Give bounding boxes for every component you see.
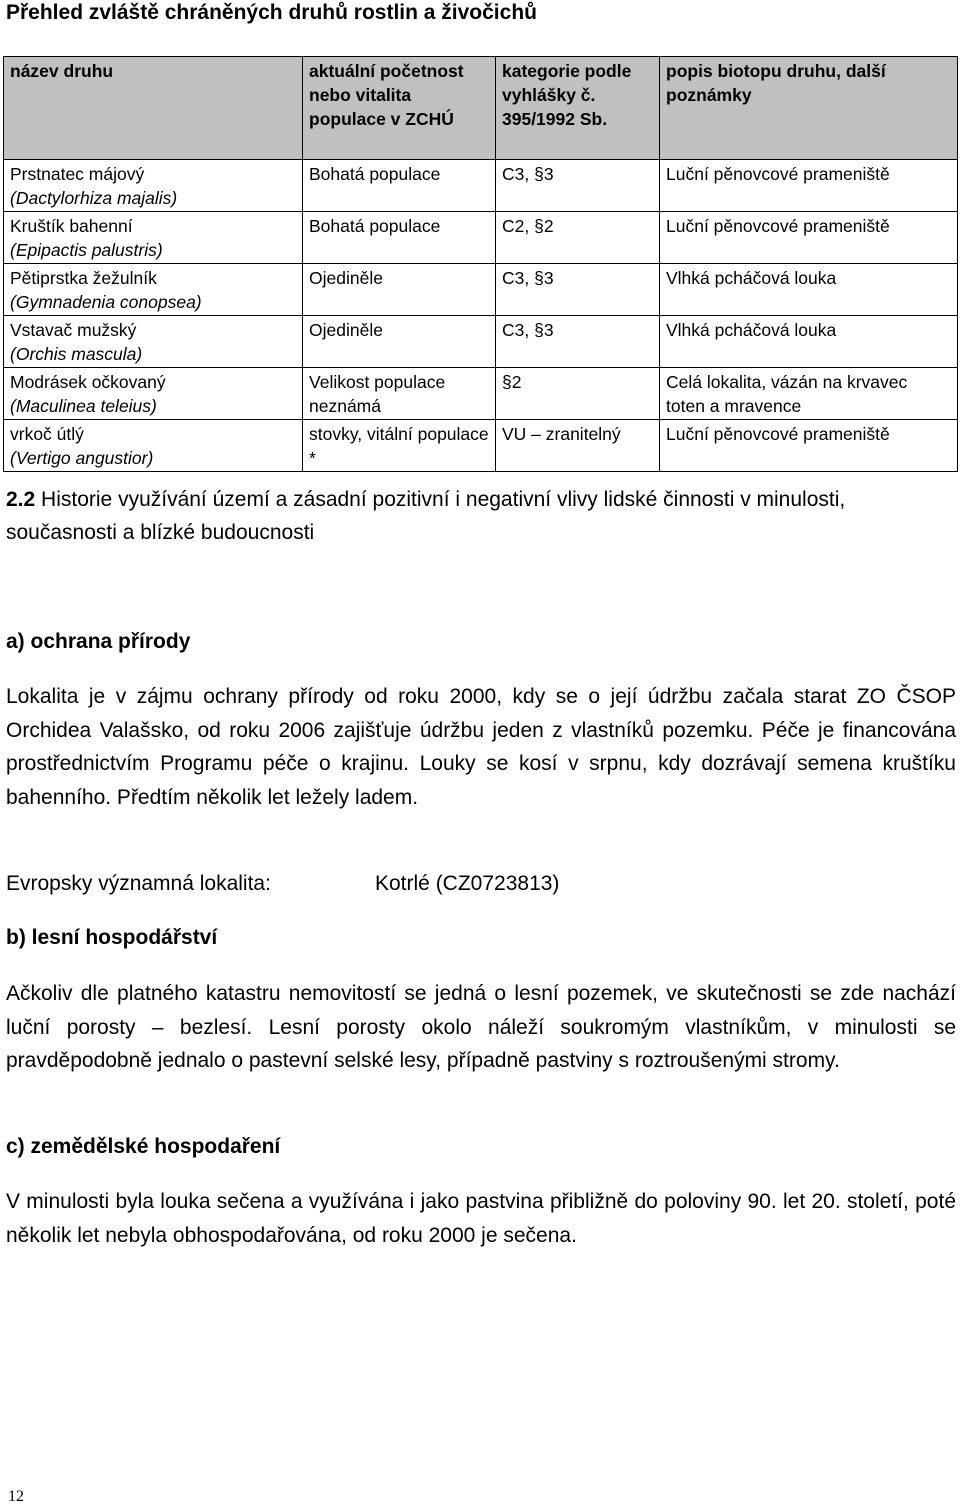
table-row (4, 420, 958, 472)
category-cell: §2 (496, 368, 660, 420)
subsection-heading-nature: a) ochrana přírody (6, 630, 191, 653)
species-name-cell (4, 212, 303, 264)
page-title: Přehled zvláště chráněných druhů rostlin a živočichů (6, 1, 537, 24)
notes-cell: Vlhká pcháčová louka (660, 316, 958, 368)
species-name-cell (4, 264, 303, 316)
category-cell: VU – zranitelný (496, 420, 660, 472)
category-cell: C3, §3 (496, 316, 660, 368)
category-cell: C3, §3 (496, 160, 660, 212)
population-cell: stovky, vitální populace * (303, 420, 496, 472)
population-cell: Ojediněle (303, 316, 496, 368)
table-row (4, 212, 958, 264)
header-population: aktuální početnost nebo vitalita populace v ZCHÚ (303, 57, 496, 160)
evl-value: Kotrlé (CZ0723813) (375, 872, 560, 895)
population-cell: Ojediněle (303, 264, 496, 316)
species-latin-name: (Orchis mascula) (10, 344, 143, 364)
population-cell: Velikost populace neznámá (303, 368, 496, 420)
category-cell: C2, §2 (496, 212, 660, 264)
species-czech-name: vrkoč útlý (10, 424, 84, 444)
species-name-cell (4, 160, 303, 212)
evl-label: Evropsky významná lokalita: (6, 872, 271, 895)
table-row (4, 160, 958, 212)
notes-cell: Luční pěnovcové prameniště (660, 420, 958, 472)
header-category: kategorie podle vyhlášky č. 395/1992 Sb. (496, 57, 660, 160)
population-cell: Bohatá populace (303, 212, 496, 264)
table-header-row (4, 57, 958, 160)
paragraph-agriculture: V minulosti byla louka sečena a využívána i jako pastvina přibližně do poloviny 90. let 20. století, poté několik let nebyla obhospodařována, od roku 2000 je sečena. (6, 1190, 956, 1247)
header-notes: popis biotopu druhu, další poznámky (660, 57, 958, 160)
species-latin-name: (Vertigo angustior) (10, 448, 154, 468)
species-czech-name: Prstnatec májový (10, 164, 145, 184)
header-name: název druhu (4, 57, 303, 160)
paragraph-forestry: Ačkoliv dle platného katastru nemovitostí se jedná o lesní pozemek, ve skutečnosti se zde nachází luční porosty – bezlesí. Lesní porosty okolo náleží soukromým vlastníkům, v minulosti se pravděpodobně jednalo o pastevní selské lesy, případně pastviny s roztroušenými stromy. (6, 982, 956, 1072)
notes-cell: Luční pěnovcové prameniště (660, 212, 958, 264)
species-name-cell (4, 368, 303, 420)
species-czech-name: Pětiprstka žežulník (10, 268, 157, 288)
species-latin-name: (Dactylorhiza majalis) (10, 188, 178, 208)
section-title: Historie využívání území a zásadní pozitivní i negativní vlivy lidské činnosti v minulosti, současnosti a blízké budoucnosti (6, 488, 846, 544)
notes-cell: Luční pěnovcové prameniště (660, 160, 958, 212)
subsection-heading-agriculture: c) zemědělské hospodaření (6, 1135, 281, 1158)
species-latin-name: (Gymnadenia conopsea) (10, 292, 202, 312)
section-heading (6, 483, 956, 549)
species-czech-name: Kruštík bahenní (10, 216, 133, 236)
notes-cell: Celá lokalita, vázán na krvavec toten a mravence (660, 368, 958, 420)
section-number: 2.2 (6, 488, 36, 511)
notes-cell: Vlhká pcháčová louka (660, 264, 958, 316)
population-cell: Bohatá populace (303, 160, 496, 212)
table-row (4, 264, 958, 316)
species-table (3, 56, 958, 472)
category-cell: C3, §3 (496, 264, 660, 316)
species-latin-name: (Epipactis palustris) (10, 240, 163, 260)
table-row (4, 368, 958, 420)
subsection-heading-forestry: b) lesní hospodářství (6, 926, 218, 949)
species-czech-name: Modrásek očkovaný (10, 372, 166, 392)
species-name-cell (4, 316, 303, 368)
paragraph-nature: Lokalita je v zájmu ochrany přírody od roku 2000, kdy se o její údržbu začala starat ZO ČSOP Orchidea Valašsko, od roku 2006 zajišťuje údržbu jeden z vlastníků pozemku. Péče je financována prostřednictvím Programu péče o krajinu. Louky se kosí v srpnu, kdy dozrávají semena kruštíku bahenního. Předtím několik let ležely ladem. (6, 685, 956, 809)
species-name-cell (4, 420, 303, 472)
species-czech-name: Vstavač mužský (10, 320, 137, 340)
species-latin-name: (Maculinea teleius) (10, 396, 157, 416)
page-number: 12 (8, 1488, 24, 1505)
table-row (4, 316, 958, 368)
